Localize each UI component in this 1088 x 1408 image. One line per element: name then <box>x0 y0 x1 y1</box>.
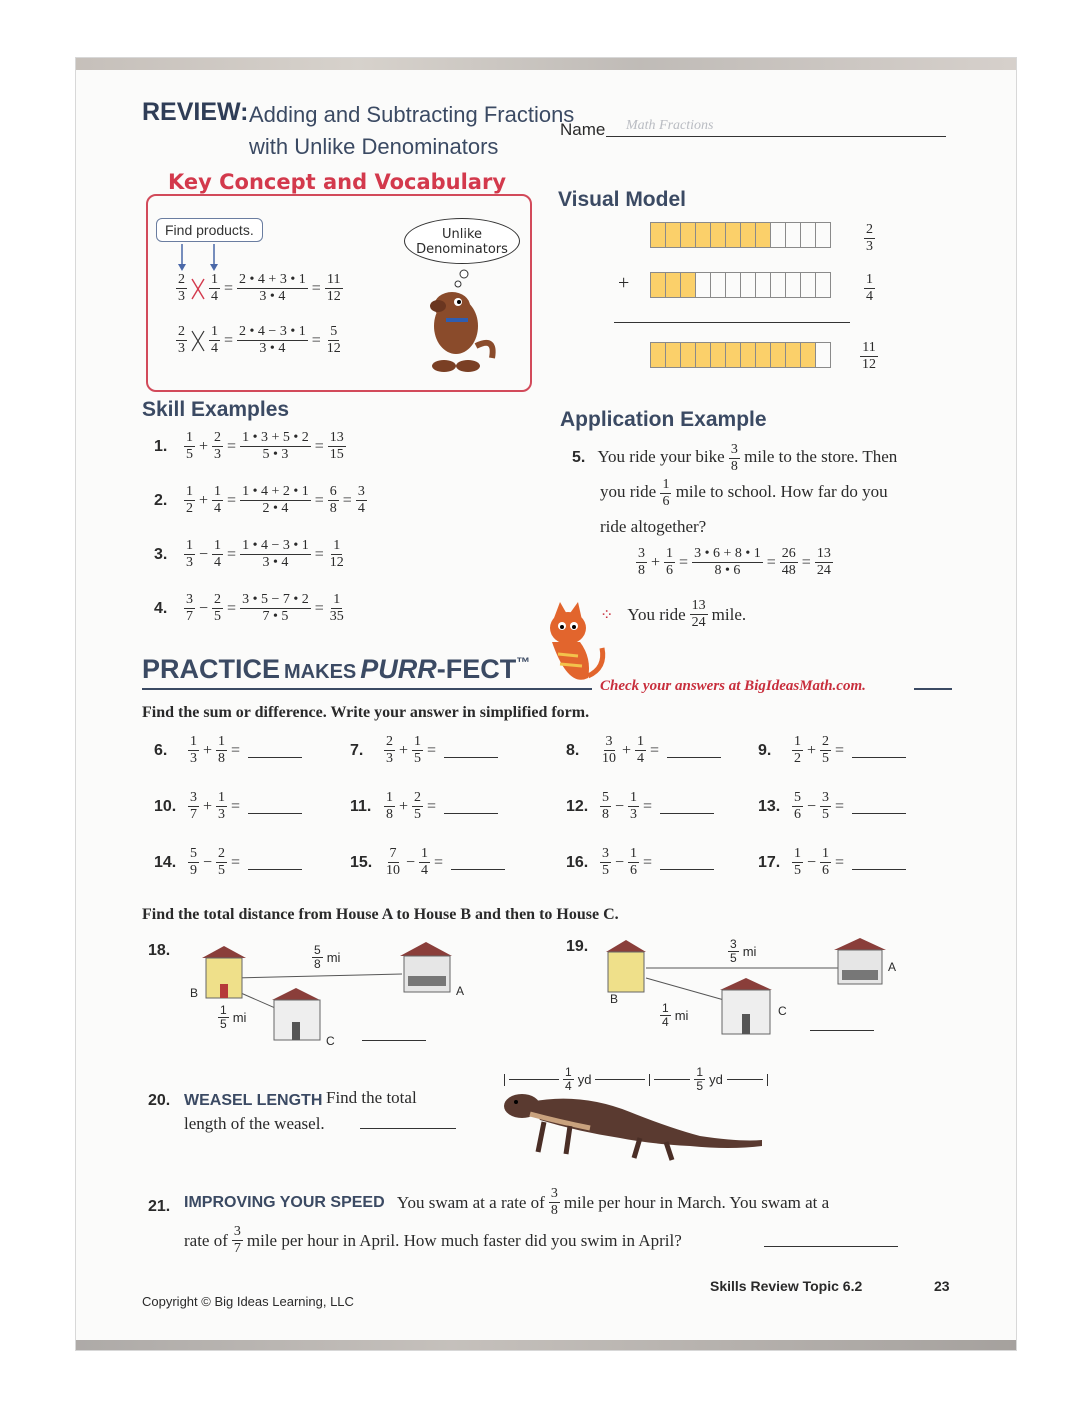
kc-example-add: $\frac{2}{3}$ $\frac{1}{4}$ = $\frac{2 • 4 + 3 • 1}{3 • 4}$ = $\frac{11}{12}$ <box>178 272 341 304</box>
answer-line-21[interactable] <box>764 1246 898 1247</box>
practice-problem: 8. $\frac{3}{10}$ + $\frac{1}{4}$ = <box>566 734 721 767</box>
filled-bar-cell <box>711 222 726 248</box>
filled-bar-cell <box>651 222 666 248</box>
filled-bar-cell <box>741 342 756 368</box>
distance-instructions: Find the total distance from House A to House B and then to House C. <box>142 906 619 923</box>
practice-problem: 14. $\frac{5}{9}$ − $\frac{2}{5}$ = <box>154 846 302 879</box>
empty-bar-cell <box>726 272 741 298</box>
answer-blank[interactable] <box>852 799 906 814</box>
filled-bar-cell <box>681 272 696 298</box>
filled-bar-cell <box>666 222 681 248</box>
name-label: Name <box>560 120 606 139</box>
visual-model-title: Visual Model <box>558 188 686 211</box>
practice-problem: 12. $\frac{5}{8}$ − $\frac{1}{3}$ = <box>566 790 714 823</box>
dog-mascot-icon <box>416 266 506 386</box>
empty-bar-cell <box>801 222 816 248</box>
empty-bar-cell <box>756 272 771 298</box>
problem-20-label: WEASEL LENGTH <box>184 1092 323 1109</box>
house-c-label: C <box>778 1004 787 1018</box>
filled-bar-cell <box>651 342 666 368</box>
page-edge-top <box>76 58 1016 70</box>
empty-bar-cell <box>786 272 801 298</box>
problem-21-number: 21. <box>148 1198 171 1215</box>
filled-bar-cell <box>666 272 681 298</box>
problem-20-number: 20. <box>148 1092 171 1109</box>
house-c-label: C <box>326 1034 335 1048</box>
problem-20-text2: length of the weasel. <box>184 1114 325 1133</box>
answer-dots-icon: ⁘ <box>600 606 614 624</box>
key-concept-title: Key Concept and Vocabulary <box>164 170 510 194</box>
name-field[interactable]: Math Fractions <box>606 118 946 137</box>
copyright-text: Copyright © Big Ideas Learning, LLC <box>142 1294 354 1309</box>
practice-instructions: Find the sum or difference. Write your answer in simplified form. <box>142 704 590 721</box>
practice-problem: 10. $\frac{3}{7}$ + $\frac{1}{3}$ = <box>154 790 302 823</box>
answer-blank[interactable] <box>660 799 714 814</box>
filled-bar-cell <box>771 342 786 368</box>
kc-example-subtract: $\frac{2}{3}$ $\frac{1}{4}$ = $\frac{2 • 4 - 3 • 1}{3 • 4}$ = $\frac{5}{12}$ <box>178 324 341 356</box>
cat-mascot-icon <box>532 598 612 690</box>
weasel-measure: $\frac{1}{4}$ yd $\frac{1}{5}$ yd <box>504 1066 768 1093</box>
skill-example-row: 4. $\frac{3}{7}$ − $\frac{2}{5}$ = $\frac{3 • 5 - 7 • 2}{7 • 5}$ = $\frac{1}{35}$ <box>154 592 344 624</box>
practice-problem: 13. $\frac{5}{6}$ − $\frac{3}{5}$ = <box>758 790 906 823</box>
problem-21-line2: rate of $\frac{3}{7}$ mile per hour in April. How much faster did you swim in April? <box>184 1224 682 1256</box>
cross-multiply-icon <box>191 326 205 356</box>
house-c-icon <box>720 978 772 1034</box>
application-calculation: $\frac{3}{8}$ + $\frac{1}{6}$ = $\frac{3 • 6 + 8 • 1}{8 • 6}$ = $\frac{26}{48}$ = $\frac{13}{24}$ <box>638 546 831 578</box>
filled-bar-cell <box>651 272 666 298</box>
cross-multiply-icon <box>191 274 205 304</box>
skill-examples-list <box>154 430 514 650</box>
answer-blank[interactable] <box>444 799 498 814</box>
application-answer: ⁘ You ride $\frac{13}{24}$ mile. <box>600 598 747 630</box>
answer-line-19[interactable] <box>810 1030 874 1031</box>
fraction-bar-sum <box>650 342 831 368</box>
review-label: REVIEW: <box>142 98 249 126</box>
house-b-label: B <box>610 992 619 1006</box>
empty-bar-cell <box>771 222 786 248</box>
distance-bc-18: $\frac{1}{5}$ mi <box>220 1003 247 1031</box>
skill-example-row: 1. $\frac{1}{5}$ + $\frac{2}{3}$ = $\frac{1 • 3 + 5 • 2}{5 • 3}$ = $\frac{13}{15}$ <box>154 430 344 462</box>
filled-bar-cell <box>696 222 711 248</box>
filled-bar-cell <box>726 342 741 368</box>
practice-title: PRACTICE MAKES PURR-FECT™ <box>142 654 531 684</box>
practice-problem: 7. $\frac{2}{3}$ + $\frac{1}{5}$ = <box>350 734 498 767</box>
weasel-image <box>500 1082 770 1162</box>
practice-problem: 15. $\frac{7}{10}$ − $\frac{1}{4}$ = <box>350 846 505 879</box>
empty-bar-cell <box>816 222 831 248</box>
filled-bar-cell <box>681 222 696 248</box>
filled-bar-cell <box>801 342 816 368</box>
house-b-icon <box>606 940 646 992</box>
answer-blank[interactable] <box>451 855 505 870</box>
page-title-line2: with Unlike Denominators <box>249 134 499 159</box>
fraction-bar-one-fourth <box>650 272 831 298</box>
practice-problem: 6. $\frac{1}{3}$ + $\frac{1}{8}$ = <box>154 734 302 767</box>
practice-problem: 9. $\frac{1}{2}$ + $\frac{2}{5}$ = <box>758 734 906 767</box>
answer-blank[interactable] <box>660 855 714 870</box>
bar-label-one-fourth: $\frac{1}{4}$ <box>866 272 873 304</box>
filled-bar-cell <box>786 342 801 368</box>
skill-example-row: 3. $\frac{1}{3}$ − $\frac{1}{4}$ = $\frac{1 • 4 - 3 • 1}{3 • 4}$ = $\frac{1}{12}$ <box>154 538 344 570</box>
empty-bar-cell <box>771 272 786 298</box>
distance-ab-18: $\frac{5}{8}$ mi <box>314 943 341 971</box>
problem-19-number: 19. <box>566 938 589 955</box>
answer-line-18[interactable] <box>362 1040 426 1041</box>
fraction-bar-two-thirds <box>650 222 831 248</box>
distance-ab-19: $\frac{3}{5}$ mi <box>730 937 757 965</box>
practice-problem: 17. $\frac{1}{5}$ − $\frac{1}{6}$ = <box>758 846 906 879</box>
down-arrows-icon <box>176 244 226 272</box>
answer-blank[interactable] <box>852 743 906 758</box>
check-answers-link[interactable]: Check your answers at BigIdeasMath.com. <box>600 678 866 694</box>
skill-example-row: 2. $\frac{1}{2}$ + $\frac{1}{4}$ = $\frac{1 • 4 + 2 • 1}{2 • 4}$ = $\frac{6}{8}$ = $\frac{3}{4}$ <box>154 484 365 516</box>
answer-blank[interactable] <box>444 743 498 758</box>
practice-problem: 11. $\frac{1}{8}$ + $\frac{2}{5}$ = <box>350 790 498 823</box>
worksheet-page <box>76 58 1016 1350</box>
application-example-title: Application Example <box>560 408 767 431</box>
house-c-icon <box>272 988 320 1040</box>
problem-18-number: 18. <box>148 942 171 959</box>
problem-20-text1: Find the total <box>326 1088 417 1107</box>
visual-model-area <box>562 148 942 373</box>
house-a-label: A <box>456 984 465 998</box>
answer-blank[interactable] <box>667 743 721 758</box>
empty-bar-cell <box>741 272 756 298</box>
filled-bar-cell <box>666 342 681 368</box>
skill-examples-title: Skill Examples <box>142 398 290 421</box>
house-b-icon <box>202 946 246 998</box>
filled-bar-cell <box>741 222 756 248</box>
filled-bar-cell <box>756 222 771 248</box>
practice-problem: 16. $\frac{3}{5}$ − $\frac{1}{6}$ = <box>566 846 714 879</box>
filled-bar-cell <box>726 222 741 248</box>
empty-bar-cell <box>816 342 831 368</box>
distance-bc-19: $\frac{1}{4}$ mi <box>662 1001 689 1029</box>
practice-problems <box>154 734 974 904</box>
problem-21-line1: IMPROVING YOUR SPEED You swam at a rate of $\frac{3}{8}$ mile per hour in March. You swam at a <box>184 1186 830 1218</box>
answer-blank[interactable] <box>248 799 302 814</box>
answer-blank[interactable] <box>248 743 302 758</box>
house-a-label: A <box>888 960 897 974</box>
answer-line-20[interactable] <box>360 1128 456 1129</box>
practice-rule-right <box>914 688 952 690</box>
page-edge-bottom <box>76 1340 1016 1350</box>
application-problem: 5. You ride your bike $\frac{3}{8}$ mile to the store. Then you ride $\frac{1}{6}$ mile to school. How far do you ride altogether? <box>572 441 898 536</box>
house-a-icon <box>400 942 452 992</box>
practice-rule-left <box>142 688 592 690</box>
page-title-line1: Adding and Subtracting Fractions <box>249 102 575 127</box>
sum-line <box>614 322 850 323</box>
bar-label-sum: $\frac{11}{12}$ <box>862 340 876 372</box>
filled-bar-cell <box>681 342 696 368</box>
empty-bar-cell <box>786 222 801 248</box>
empty-bar-cell <box>696 272 711 298</box>
house-a-icon <box>834 938 886 984</box>
empty-bar-cell <box>801 272 816 298</box>
house-b-label: B <box>190 986 199 1000</box>
answer-blank[interactable] <box>852 855 906 870</box>
topic-label: Skills Review Topic 6.2 <box>710 1278 863 1294</box>
empty-bar-cell <box>711 272 726 298</box>
filled-bar-cell <box>756 342 771 368</box>
bar-label-two-thirds: $\frac{2}{3}$ <box>866 222 873 254</box>
filled-bar-cell <box>696 342 711 368</box>
answer-blank[interactable] <box>248 855 302 870</box>
empty-bar-cell <box>816 272 831 298</box>
find-products-label: Find products. <box>156 218 263 242</box>
unlike-denominators-bubble: Unlike Denominators <box>404 218 520 264</box>
filled-bar-cell <box>711 342 726 368</box>
page-number: 23 <box>934 1278 950 1294</box>
plus-sign: + <box>618 272 630 294</box>
